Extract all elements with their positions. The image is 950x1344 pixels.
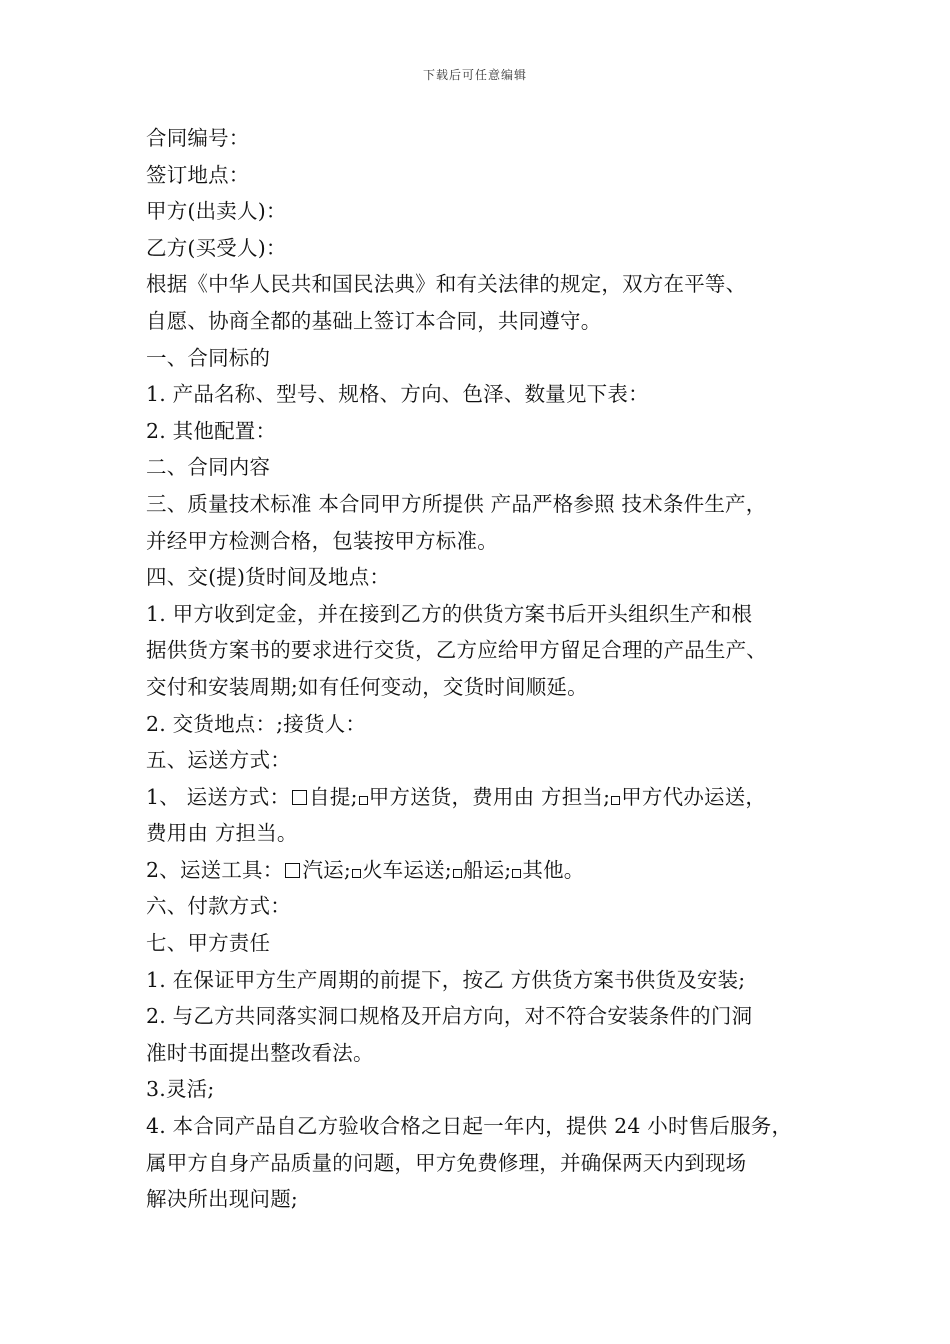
preamble-line-2: 自愿、协商全都的基础上签订本合同，共同遵守。 bbox=[146, 308, 602, 333]
self-pickup-label: 自提; bbox=[309, 784, 358, 809]
section-5-heading: 五、运送方式： bbox=[146, 748, 291, 773]
seller-delivery-label: 甲方送货，费用由 方担当; bbox=[368, 784, 611, 809]
other-transport-label: 其他。 bbox=[522, 857, 585, 882]
ship-label: 船运; bbox=[462, 857, 512, 882]
section-4-heading: 四、交(提)货时间及地点： bbox=[146, 565, 391, 590]
seller-agent-shipping-label: 甲方代办运送， bbox=[621, 784, 767, 809]
transport-tool-label: 2、运送工具： bbox=[146, 857, 284, 882]
section-4-item-1-line-2: 据供货方案书的要求进行交货，乙方应给甲方留足合理的产品生产、 bbox=[146, 638, 767, 663]
self-pickup-checkbox[interactable] bbox=[292, 790, 307, 805]
section-7-item-4-line-1: 4. 本合同产品自乙方验收合格之日起一年内，提供 24 小时售后服务， bbox=[146, 1114, 793, 1139]
preamble-line-1: 根据《中华人民共和国民法典》和有关法律的规定，双方在平等、 bbox=[146, 272, 747, 297]
section-1-heading: 一、合同标的 bbox=[146, 345, 271, 370]
truck-checkbox[interactable] bbox=[285, 863, 300, 878]
section-1-item-1: 1. 产品名称、型号、规格、方向、色泽、数量见下表： bbox=[146, 382, 649, 407]
train-label: 火车运送; bbox=[361, 857, 452, 882]
party-b-line: 乙方(买受人)： bbox=[146, 235, 287, 260]
section-7-item-4-line-2: 属甲方自身产品质量的问题，甲方免费修理，并确保两天内到现场 bbox=[146, 1150, 747, 1175]
train-checkbox[interactable] bbox=[352, 869, 361, 878]
section-6-heading: 六、付款方式： bbox=[146, 894, 291, 919]
signing-place-line: 签订地点： bbox=[146, 162, 250, 187]
section-7-heading: 七、甲方责任 bbox=[146, 931, 271, 956]
section-3-line-1: 三、质量技术标准 本合同甲方所提供 产品严格参照 技术条件生产， bbox=[146, 491, 767, 516]
seller-agent-shipping-checkbox[interactable] bbox=[611, 796, 620, 805]
contract-number-line: 合同编号： bbox=[146, 126, 250, 150]
section-2-heading: 二、合同内容 bbox=[146, 455, 271, 480]
section-5-item-2 bbox=[146, 852, 826, 889]
shipping-method-label: 1、 运送方式： bbox=[146, 784, 291, 809]
section-4-item-2: 2. 交货地点：;接货人： bbox=[146, 711, 367, 736]
section-7-item-3: 3.灵活; bbox=[146, 1077, 215, 1102]
other-transport-checkbox[interactable] bbox=[512, 869, 521, 878]
section-5-item-1-line-1 bbox=[146, 779, 826, 816]
section-3-line-2: 并经甲方检测合格，包装按甲方标准。 bbox=[146, 528, 498, 553]
section-1-item-2: 2. 其他配置： bbox=[146, 418, 277, 443]
truck-label: 汽运; bbox=[302, 857, 351, 882]
section-7-item-2-line-1: 2. 与乙方共同落实洞口规格及开启方向，对不符合安装条件的门洞 bbox=[146, 1004, 753, 1029]
section-7-item-4-line-3: 解决所出现问题; bbox=[146, 1187, 299, 1212]
ship-checkbox[interactable] bbox=[453, 869, 462, 878]
seller-delivery-checkbox[interactable] bbox=[359, 796, 368, 805]
section-7-item-2-line-2: 准时书面提出整改看法。 bbox=[146, 1040, 374, 1065]
section-5-item-1-line-2: 费用由 方担当。 bbox=[146, 821, 298, 846]
contract-body bbox=[146, 120, 826, 1218]
header-note: 下载后可任意编辑 bbox=[422, 68, 527, 82]
section-4-item-1-line-1: 1. 甲方收到定金，并在接到乙方的供货方案书后开头组织生产和根 bbox=[146, 601, 753, 626]
section-7-item-1: 1. 在保证甲方生产周期的前提下，按乙 方供货方案书供货及安装; bbox=[146, 967, 746, 992]
party-a-line: 甲方(出卖人)： bbox=[146, 199, 287, 224]
section-4-item-1-line-3: 交付和安装周期;如有任何变动，交货时间顺延。 bbox=[146, 674, 588, 699]
